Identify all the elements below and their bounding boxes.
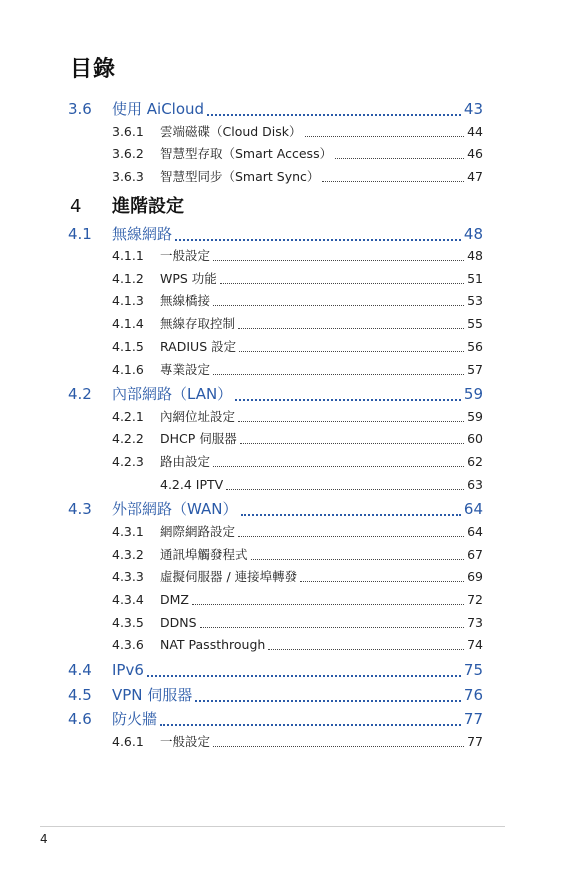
- toc-entry-title: 使用 AiCloud: [112, 100, 205, 118]
- toc-subsection[interactable]: [0, 566, 579, 589]
- toc-subsection[interactable]: [0, 245, 579, 268]
- toc-leader-dots: [322, 166, 464, 188]
- toc-subsection[interactable]: [0, 731, 579, 754]
- toc-entry-page: 56: [467, 338, 483, 354]
- toc-subsection[interactable]: [0, 612, 579, 635]
- toc-entry-number: 4.3.6: [112, 637, 144, 653]
- toc-leader-dots: [238, 406, 464, 428]
- toc-subsection[interactable]: [0, 544, 579, 567]
- toc-entry-number: 4.1.3: [112, 293, 144, 309]
- toc-entry-number: 4.3: [68, 500, 92, 519]
- table-of-contents: [0, 96, 579, 753]
- toc-entry-title: 內部網路（LAN）: [112, 385, 233, 404]
- toc-section[interactable]: [0, 706, 579, 731]
- toc-entry-number: 4.6.1: [112, 733, 144, 749]
- toc-entry-number: 4.1.6: [112, 361, 144, 377]
- toc-subsection[interactable]: [0, 634, 579, 657]
- toc-leader-dots: [213, 451, 464, 473]
- toc-section[interactable]: [0, 682, 579, 707]
- toc-leader-dots: [305, 121, 465, 143]
- toc-entry-number: 3.6.3: [112, 168, 144, 184]
- toc-entry-page: 67: [467, 546, 483, 562]
- toc-subsection[interactable]: [0, 166, 579, 189]
- toc-entry-page: 64: [467, 523, 483, 539]
- toc-leader-dots: [240, 428, 464, 450]
- toc-entry-page: 63: [467, 476, 483, 492]
- toc-entry-number: 4.4: [68, 661, 92, 680]
- toc-entry-title: 外部網路（WAN）: [112, 500, 238, 519]
- toc-entry-number: 4.2.2: [112, 431, 144, 447]
- toc-entry-page: 62: [467, 454, 483, 470]
- toc-subsection[interactable]: [0, 359, 579, 382]
- toc-entry-number: 4.3.1: [112, 523, 144, 539]
- toc-entry-title: RADIUS 設定: [160, 338, 237, 354]
- toc-subsection[interactable]: [0, 451, 579, 474]
- toc-entry-title: 雲端磁碟（Cloud Disk）: [160, 123, 302, 139]
- page-number: 4: [40, 832, 48, 846]
- toc-leader-dots: [239, 336, 464, 358]
- toc-entry-title: 虛擬伺服器 / 連接埠轉發: [160, 569, 298, 585]
- toc-entry-title: VPN 伺服器: [112, 685, 193, 704]
- toc-leader-dots: [238, 313, 464, 335]
- toc-entry-page: 73: [467, 614, 483, 630]
- toc-leader-dots: [268, 634, 464, 656]
- toc-entry-page: 57: [467, 361, 483, 377]
- toc-entry-title: 防火牆: [112, 710, 158, 729]
- toc-chapter[interactable]: [0, 189, 579, 221]
- toc-leader-dots: [251, 544, 465, 566]
- toc-entry-title: 進階設定: [112, 195, 184, 217]
- toc-entry-title: 路由設定: [160, 454, 211, 470]
- toc-leader-dots: [213, 245, 464, 267]
- toc-leader-dots: [147, 657, 461, 683]
- toc-entry-number: 4.1.2: [112, 270, 144, 286]
- toc-entry-page: 47: [467, 168, 483, 184]
- toc-leader-dots: [220, 268, 464, 290]
- toc-entry-number: 4.2.3: [112, 454, 144, 470]
- toc-entry-number: 4.3.2: [112, 546, 144, 562]
- toc-entry-number: 4.3.4: [112, 592, 144, 607]
- toc-entry-number: 4.3.3: [112, 569, 144, 585]
- toc-leader-dots: [207, 96, 461, 122]
- toc-subsection[interactable]: [0, 589, 579, 612]
- toc-section[interactable]: [0, 657, 579, 682]
- toc-entry-number: 4.2.1: [112, 408, 144, 424]
- toc-entry-title: 一般設定: [160, 248, 211, 264]
- toc-entry-page: 75: [463, 661, 483, 680]
- toc-entry-number: 4.2: [68, 385, 92, 404]
- toc-entry-number: 4.1: [68, 224, 92, 243]
- toc-subsection[interactable]: [0, 336, 579, 359]
- toc-entry-title: DMZ: [160, 592, 189, 607]
- toc-entry-title: 內網位址設定: [160, 408, 236, 424]
- toc-entry-number: 4.1.5: [112, 338, 144, 354]
- toc-entry-title: 專業設定: [160, 361, 211, 377]
- toc-entry-number: 4.1.1: [112, 248, 144, 264]
- toc-entry-number: 3.6.1: [112, 123, 144, 139]
- toc-entry-title: DHCP 伺服器: [160, 431, 237, 447]
- toc-entry-page: 77: [467, 733, 483, 749]
- toc-entry-number: 4.1.4: [112, 316, 144, 332]
- toc-leader-dots: [213, 290, 464, 312]
- toc-leader-dots: [175, 221, 461, 247]
- toc-entry-page: 77: [463, 710, 483, 729]
- toc-entry-page: 72: [467, 592, 483, 607]
- toc-subsection[interactable]: [0, 428, 579, 451]
- toc-leader-dots: [213, 359, 464, 381]
- toc-entry-number: 3.6: [68, 100, 92, 118]
- toc-entry-number: 3.6.2: [112, 146, 144, 162]
- toc-leader-dots: [235, 381, 461, 407]
- toc-leader-dots: [335, 143, 464, 165]
- toc-leader-dots: [160, 706, 461, 732]
- toc-subsection[interactable]: [0, 121, 579, 144]
- toc-entry-page: 48: [467, 248, 483, 264]
- toc-entry-title: 智慧型同步（Smart Sync）: [160, 168, 320, 184]
- toc-entry-page: 59: [467, 408, 483, 424]
- toc-entry-page: 51: [467, 270, 483, 286]
- toc-entry-page: 59: [463, 385, 483, 404]
- toc-entry-page: 46: [467, 146, 483, 162]
- toc-entry-number: 4.5: [68, 685, 92, 704]
- toc-entry-page: 44: [467, 123, 483, 139]
- toc-leader-dots: [300, 566, 464, 588]
- toc-entry-number: 4: [70, 195, 82, 217]
- toc-entry-number: 4.6: [68, 710, 92, 729]
- toc-entry-title: IPv6: [112, 661, 144, 680]
- toc-subsection[interactable]: [0, 143, 579, 166]
- toc-leader-dots: [213, 731, 464, 753]
- toc-entry-title: 無線存取控制: [160, 316, 236, 332]
- toc-entry-number: 4.3.5: [112, 614, 144, 630]
- toc-entry-page: 55: [467, 316, 483, 332]
- toc-leader-dots: [241, 496, 461, 522]
- toc-entry-page: 43: [463, 100, 483, 118]
- toc-entry-title: 網際網路設定: [160, 523, 236, 539]
- toc-section[interactable]: [0, 381, 579, 406]
- toc-subsection[interactable]: [0, 406, 579, 429]
- toc-subsection[interactable]: [0, 474, 579, 497]
- toc-entry-title: 無線網路: [112, 224, 173, 243]
- toc-entry-title: NAT Passthrough: [160, 637, 266, 653]
- toc-entry-page: 60: [467, 431, 483, 447]
- toc-subsection[interactable]: [0, 290, 579, 313]
- toc-entry-title: 通訊埠觸發程式: [160, 546, 248, 562]
- toc-entry-title: WPS 功能: [160, 270, 217, 286]
- toc-section[interactable]: [0, 496, 579, 521]
- toc-leader-dots: [238, 521, 464, 543]
- toc-leader-dots: [195, 682, 461, 708]
- toc-leader-dots: [226, 474, 464, 496]
- toc-leader-dots: [192, 589, 464, 611]
- toc-subsection[interactable]: [0, 521, 579, 544]
- page-title: 目錄: [70, 57, 117, 82]
- toc-subsection[interactable]: [0, 313, 579, 336]
- toc-entry-page: 76: [463, 685, 483, 704]
- toc-entry-page: 64: [463, 500, 483, 519]
- toc-subsection[interactable]: [0, 268, 579, 291]
- toc-section[interactable]: [0, 221, 579, 246]
- toc-section[interactable]: [0, 96, 579, 121]
- toc-entry-page: 74: [467, 637, 483, 653]
- toc-entry-title: 智慧型存取（Smart Access）: [160, 146, 333, 162]
- toc-entry-page: 69: [467, 569, 483, 585]
- toc-entry-title: 4.2.4 IPTV: [160, 476, 224, 492]
- footer-divider: [40, 826, 505, 827]
- toc-entry-page: 48: [463, 224, 483, 243]
- toc-leader-dots: [200, 612, 465, 634]
- toc-entry-title: 一般設定: [160, 733, 211, 749]
- toc-entry-title: DDNS: [160, 614, 197, 630]
- toc-entry-page: 53: [467, 293, 483, 309]
- toc-entry-title: 無線橋接: [160, 293, 211, 309]
